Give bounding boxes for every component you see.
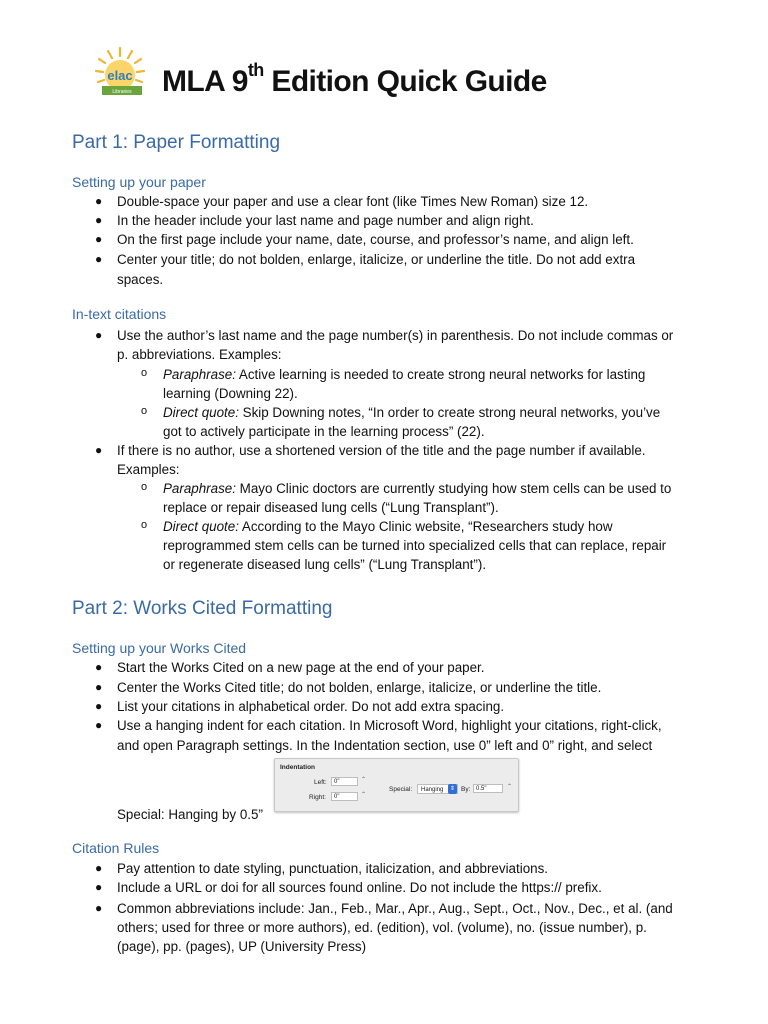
sub-list-item-continued: or regenerate diseased lung cells” (“Lung Transplant”). [163, 557, 487, 572]
special-select [417, 784, 458, 794]
example-label: Direct quote: [163, 405, 239, 420]
right-indent-label: Right: [309, 794, 326, 801]
example-text: Skip Downing notes, “In order to create strong neural networks, you’ve [238, 405, 661, 420]
bullet-dot: ● [95, 328, 103, 342]
list-item: Pay attention to date styling, punctuation, italicization, and abbreviations. [117, 861, 549, 876]
example-label: Paraphrase: [163, 481, 236, 496]
example-text: Active learning is needed to create strong neural networks for lasting [235, 367, 646, 382]
sub-list-item [163, 479, 671, 498]
by-label: By: [461, 786, 471, 793]
citation-rules-heading: Citation Rules [72, 840, 160, 856]
indentation-title: Indentation [280, 764, 316, 771]
bullet-dot: ● [95, 232, 103, 246]
bullet-dot: ● [95, 699, 103, 713]
by-field: 0.5" [473, 784, 503, 793]
in-text-citations-heading: In-text citations [72, 306, 167, 322]
part2-heading: Part 2: Works Cited Formatting [72, 598, 333, 619]
list-item-continued: and open Paragraph settings. In the Indentation section, use 0” left and 0” right, and select [117, 738, 653, 753]
bullet-dot: ● [95, 680, 103, 694]
sub-list-item [163, 403, 660, 422]
list-item: Use a hanging indent for each citation. In Microsoft Word, highlight your citations, right-click, [117, 718, 662, 733]
list-item: In the header include your last name and page number and align right. [117, 213, 534, 228]
bullet-dot: ● [95, 901, 103, 915]
sub-list-item-continued: learning (Downing 22). [163, 386, 298, 401]
list-item: If there is no author, use a shortened version of the title and the page number if available. [117, 443, 646, 458]
logo-subtext: Libraries [112, 89, 132, 95]
list-item-continued: spaces. [117, 272, 164, 287]
sub-bullet-circle: o [141, 405, 148, 417]
logo-text: elac [107, 68, 133, 83]
list-item-continued: p. abbreviations. Examples: [117, 347, 282, 362]
list-item: On the first page include your name, date, course, and professor’s name, and align left. [117, 232, 634, 247]
bullet-dot: ● [95, 194, 103, 208]
title-suffix: Edition Quick Guide [263, 65, 547, 98]
example-label: Paraphrase: [163, 367, 236, 382]
bullet-dot: ● [95, 718, 103, 732]
bullet-dot: ● [95, 252, 103, 266]
bullet-dot: ● [95, 861, 103, 875]
sub-list-item-continued: replace or repair diseased lung cells (“Lung Transplant”). [163, 500, 499, 515]
bullet-dot: ● [95, 660, 103, 674]
bullet-dot: ● [95, 443, 103, 457]
bullet-dot: ● [95, 880, 103, 894]
bullet-dot: ● [95, 213, 103, 227]
list-item: Center the Works Cited title; do not bolden, enlarge, italicize, or underline the title. [117, 680, 602, 695]
sub-list-item-continued: reprogrammed stem cells can be turned into specialized cells that can replace, repair [163, 538, 667, 553]
setup-works-cited-heading: Setting up your Works Cited [72, 640, 247, 656]
list-item-continued: Examples: [117, 462, 180, 477]
list-item: Center your title; do not bolden, enlarge, italicize, or underline the title. Do not add extra [117, 252, 636, 267]
setup-paper-heading: Setting up your paper [72, 174, 206, 190]
title-superscript: th [247, 60, 264, 80]
list-item: Common abbreviations include: Jan., Feb., Mar., Apr., Aug., Sept., Oct., Nov., Dec., et al. (and [117, 901, 673, 916]
indentation-settings-panel [274, 758, 519, 812]
list-item-continued: others; used for three or more authors), ed. (edition), vol. (volume), no. (issue number), p. [117, 920, 647, 935]
part1-heading: Part 1: Paper Formatting [72, 132, 281, 153]
sub-list-item [163, 517, 613, 536]
select-arrows-icon: ⇕ [449, 786, 456, 792]
example-text: According to the Mayo Clinic website, “Researchers study how [238, 519, 613, 534]
sub-list-item-continued: got to actively participate in the learning process” (22). [163, 424, 485, 439]
list-item: Use the author’s last name and the page number(s) in parenthesis. Do not include commas or [117, 328, 674, 343]
right-indent-stepper-icon: ⌃ [361, 792, 367, 798]
list-item: List your citations in alphabetical order. Do not add extra spacing. [117, 699, 505, 714]
example-text: Mayo Clinic doctors are currently studying how stem cells can be used to [235, 481, 672, 496]
list-item: Include a URL or doi for all sources found online. Do not include the https:// prefix. [117, 880, 602, 895]
left-indent-stepper-icon: ⌃ [361, 777, 367, 783]
by-stepper-icon: ⌃ [507, 784, 513, 790]
list-item: Start the Works Cited on a new page at the end of your paper. [117, 660, 485, 675]
hanging-indent-text: Special: Hanging by 0.5” [117, 807, 263, 822]
sub-bullet-circle: o [141, 367, 148, 379]
left-indent-label: Left: [314, 779, 327, 786]
special-label: Special: [389, 786, 413, 793]
right-indent-field: 0" [331, 792, 358, 801]
list-item: Double-space your paper and use a clear font (like Times New Roman) size 12. [117, 194, 589, 209]
list-item-continued: (page), pp. (pages), UP (University Press) [117, 939, 367, 954]
example-label: Direct quote: [163, 519, 239, 534]
sub-bullet-circle: o [141, 519, 148, 531]
special-select-value: Hanging [421, 787, 444, 793]
elac-libraries-logo [92, 44, 148, 100]
page-title [162, 60, 547, 99]
left-indent-field: 0" [331, 777, 358, 786]
sub-list-item [163, 365, 645, 384]
title-prefix: MLA 9 [162, 65, 248, 98]
sub-bullet-circle: o [141, 481, 148, 493]
